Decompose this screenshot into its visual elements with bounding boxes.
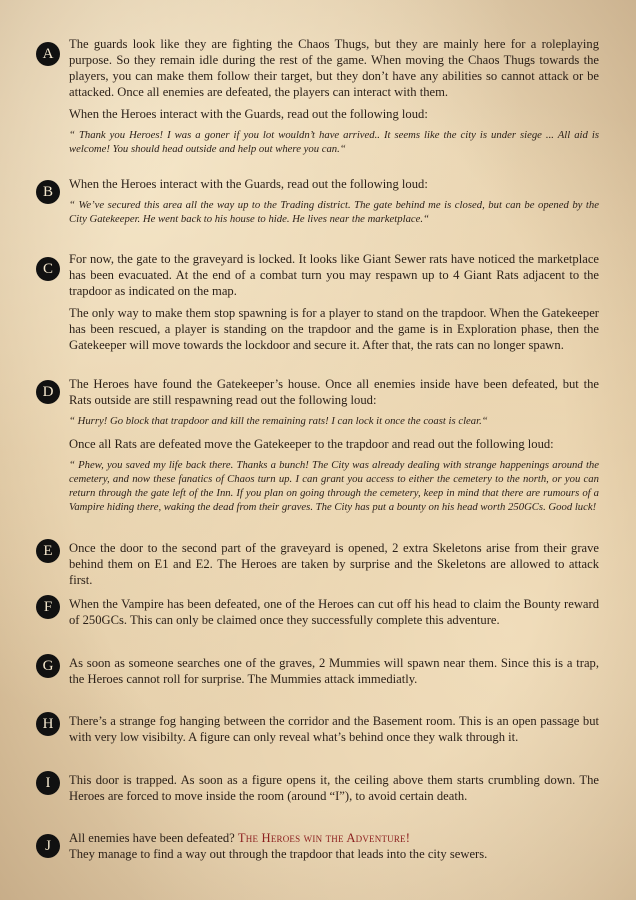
entry-marker-b: B: [36, 180, 60, 204]
entry-a-text: The guards look like they are fighting the Chaos Thugs, but they are mainly here for a roleplaying purpose. So they remain idle during the rest of the game. When moving the Chaos Thugs towards the players, you can make them follow their target, but they don’t have any abilities so cannot attack or be attacked. Once all enemies are defeated, the players can interact with them.: [69, 37, 599, 99]
entry-j-text: [69, 830, 599, 846]
entry-h-text: There’s a strange fog hanging between the corridor and the Basement room. This is an open passage but with very low visibilty. A figure can only reveal what’s behind once they walk through it.: [69, 714, 599, 744]
entry-f-text: When the Vampire has been defeated, one of the Heroes can cut off his head to claim the Bounty reward of 250GCs. This can only be claimed once they successfully complete this adventure.: [69, 597, 599, 627]
entry-marker-c: C: [36, 257, 60, 281]
entry-marker-h: H: [36, 712, 60, 736]
entry-d-text: The Heroes have found the Gatekeeper’s house. Once all enemies inside have been defeated, but the Rats outside are still respawning read out the following loud:: [69, 377, 599, 407]
entry-e-text: Once the door to the second part of the graveyard is opened, 2 extra Skeletons arise from their grave behind them on E1 and E2. The Heroes are taken by surprise and the Skeletons are allowed to attack first.: [69, 541, 599, 587]
entry-marker-a: A: [36, 42, 60, 66]
entry-c-text-2: The only way to make them stop spawning is for a player to stand on the trapdoor. When the Gatekeeper has been rescued, a player is standing on the trapdoor and the game is in Exploration phase, then the Gatekeeper will move towards the lockdoor and secure it. After that, the rats can no longer spawn.: [69, 306, 599, 352]
entry-a-instruction: When the Heroes interact with the Guards, read out the following loud:: [69, 107, 428, 121]
entry-marker-i: I: [36, 771, 60, 795]
entry-marker-e: E: [36, 539, 60, 563]
entry-d-quote-2: “ Phew, you saved my life back there. Thanks a bunch! The City was already dealing with strange happenings around the cemetery, and now these fanatics of Chaos turn up. I can grant you access to either the cemetery to the north, or you can return through the gate left of the Inn. If you plan on going through the cemetery, keep in mind that there are rumours of a Vampire hiding there, waking the dead from their graves. The City has put a bounty on his head worth 250GCs. Good luck!: [69, 459, 599, 513]
entry-marker-j: J: [36, 834, 60, 858]
entry-a-quote: “ Thank you Heroes! I was a goner if you lot wouldn’t have arrived.. It seems like the city is under siege ... All aid is welcome! You should head outside and help out where you can.“: [69, 129, 599, 155]
entry-d-quote-1: “ Hurry! Go block that trapdoor and kill the remaining rats! I can lock it once the coast is clear.“: [69, 415, 488, 427]
entry-g-text: As soon as someone searches one of the graves, 2 Mummies will spawn near them. Since this is a trap, the Heroes cannot roll for surprise. The Mummies attack immediatly.: [69, 656, 599, 686]
victory-callout: The Heroes win the Adventure!: [237, 831, 411, 845]
entry-b-instruction: When the Heroes interact with the Guards, read out the following loud:: [69, 177, 428, 191]
entry-marker-d: D: [36, 380, 60, 404]
entry-d-instruction: Once all Rats are defeated move the Gatekeeper to the trapdoor and read out the following loud:: [69, 437, 554, 451]
entry-marker-f: F: [36, 595, 60, 619]
entry-i-text: This door is trapped. As soon as a figure opens it, the ceiling above them starts crumbling down. The Heroes are forced to move inside the room (around “I”), to avoid certain death.: [69, 773, 599, 803]
entry-c-text: For now, the gate to the graveyard is locked. It looks like Giant Sewer rats have noticed the marketplace has been evacuated. At the end of a combat turn you may respawn up to 4 Giant Rats adjacent to the trapdoor as indicated on the map.: [69, 252, 599, 298]
entry-b-quote: “ We’ve secured this area all the way up to the Trading district. The gate behind me is closed, but can be opened by the City Gatekeeper. He went back to his house to hide. He lives near the marketplace.“: [69, 199, 599, 225]
entry-j-text-2: They manage to find a way out through the trapdoor that leads into the city sewers.: [69, 847, 488, 861]
entry-marker-g: G: [36, 654, 60, 678]
entry-j-lead: All enemies have been defeated?: [69, 831, 238, 845]
